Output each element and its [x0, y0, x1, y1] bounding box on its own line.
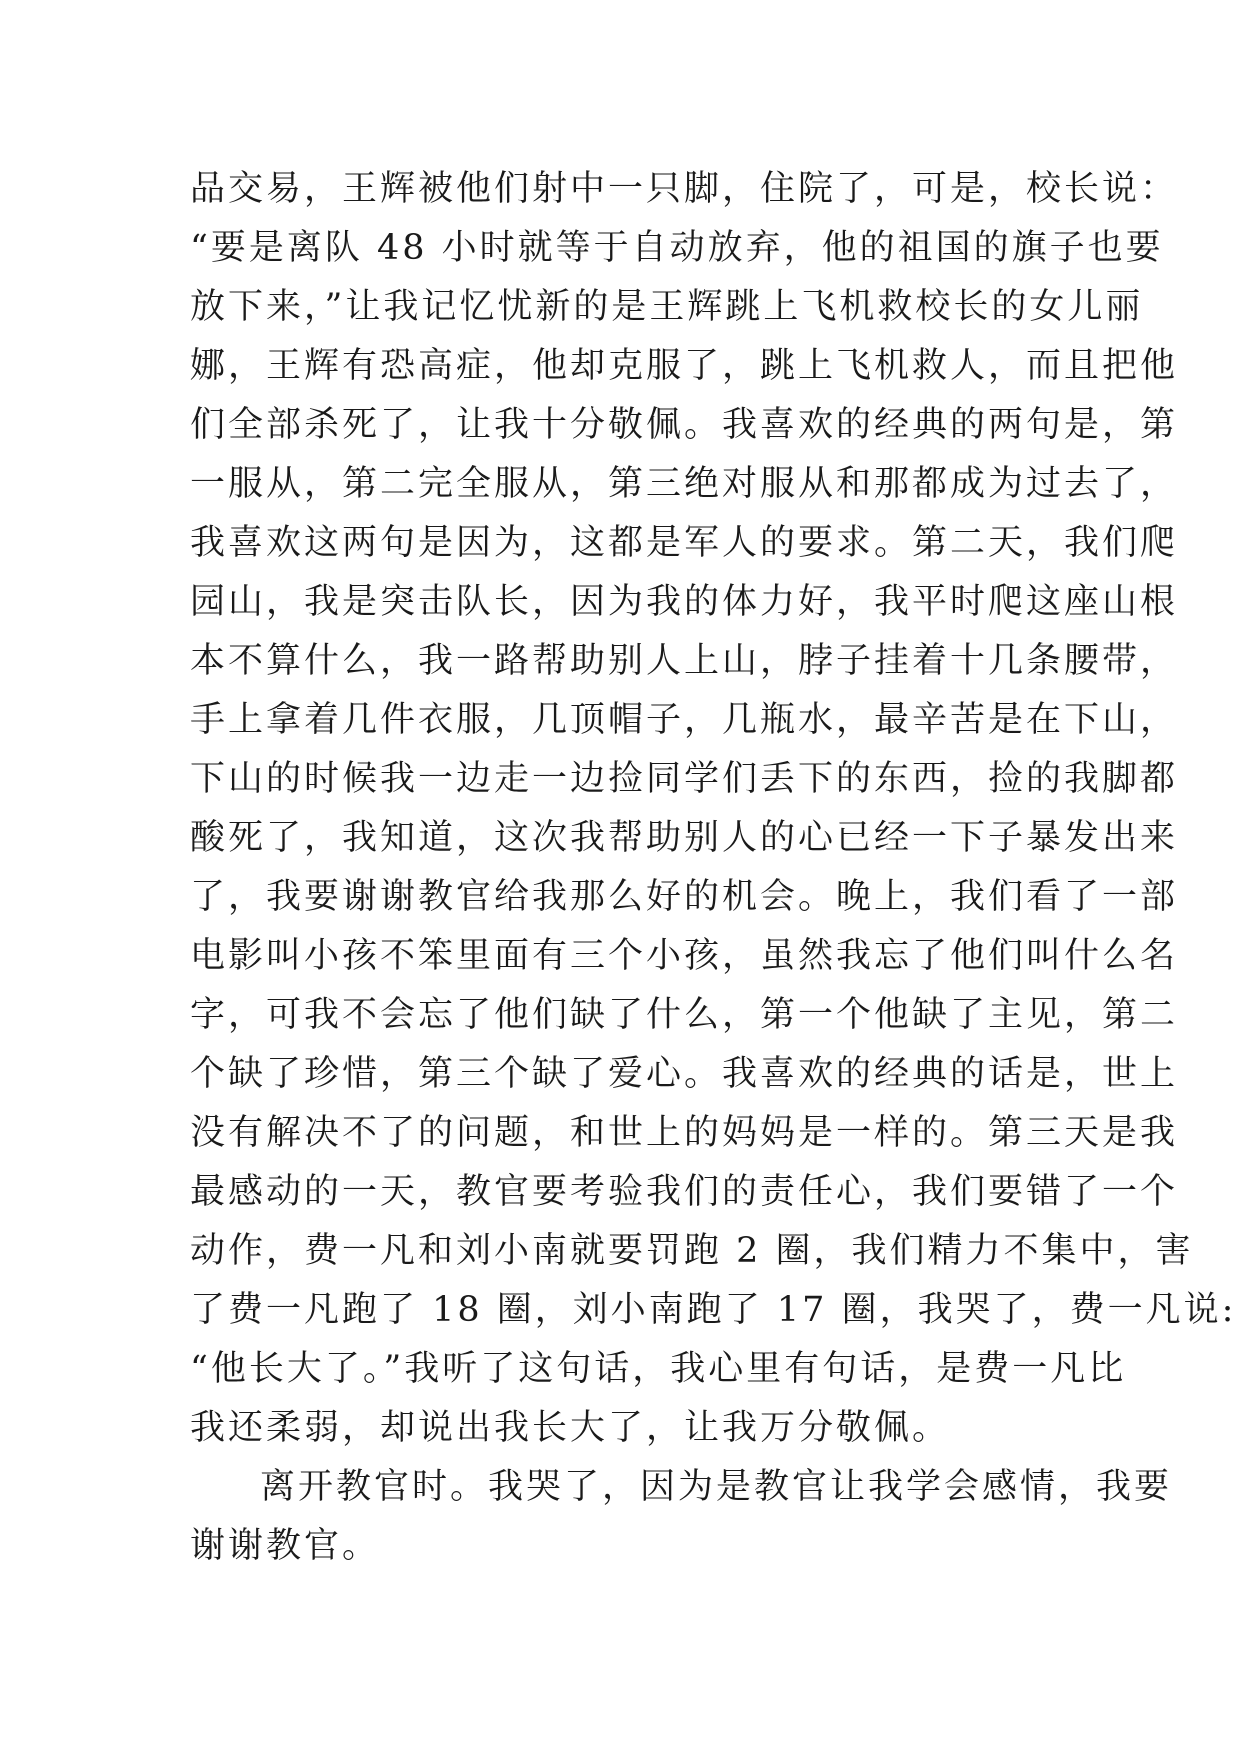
text-line: 个缺了珍惜，第三个缺了爱心。我喜欢的经典的话是，世上 [190, 1054, 1179, 1094]
text-line: “他长大了。”我听了这句话，我心里有句话，是费一凡比 [190, 1349, 1127, 1389]
text-line: 谢谢教官。 [190, 1526, 381, 1566]
text-line: 一服从，第二完全服从，第三绝对服从和那都成为过去了， [190, 464, 1179, 504]
text-line: 娜，王辉有恐高症，他却克服了，跳上飞机救人，而且把他 [190, 346, 1179, 386]
text-line: 手上拿着几件衣服，几顶帽子，几瓶水，最辛苦是在下山， [190, 700, 1179, 740]
text-line: 没有解决不了的问题，和世上的妈妈是一样的。第三天是我 [190, 1113, 1179, 1153]
text-line: “要是离队 48 小时就等于自动放弃，他的祖国的旗子也要 [190, 228, 1164, 268]
text-line: 们全部杀死了，让我十分敬佩。我喜欢的经典的两句是，第 [190, 405, 1179, 445]
text-line: 字，可我不会忘了他们缺了什么，第一个他缺了主见，第二 [190, 995, 1179, 1035]
body-text [190, 160, 1237, 1576]
text-line: 本不算什么，我一路帮助别人上山，脖子挂着十几条腰带， [190, 641, 1179, 681]
text-line: 品交易，王辉被他们射中一只脚，住院了，可是，校长说： [190, 169, 1179, 209]
text-line: 下山的时候我一边走一边捡同学们丢下的东西，捡的我脚都 [190, 759, 1179, 799]
text-line: 电影叫小孩不笨里面有三个小孩，虽然我忘了他们叫什么名 [190, 936, 1179, 976]
text-line: 放下来，”让我记忆忧新的是王辉跳上飞机救校长的女儿丽 [190, 287, 1144, 327]
text-line: 园山，我是突击队长，因为我的体力好，我平时爬这座山根 [190, 582, 1179, 622]
text-line: 了费一凡跑了 18 圈，刘小南跑了 17 圈，我哭了，费一凡说: [190, 1290, 1237, 1330]
text-line: 动作，费一凡和刘小南就要罚跑 2 圈，我们精力不集中，害 [190, 1231, 1194, 1271]
text-line: 最感动的一天，教官要考验我们的责任心，我们要错了一个 [190, 1172, 1179, 1212]
text-line: 我还柔弱，却说出我长大了，让我万分敬佩。 [190, 1408, 951, 1448]
text-line: 了，我要谢谢教官给我那么好的机会。晚上，我们看了一部 [190, 877, 1179, 917]
text-line: 酸死了，我知道，这次我帮助别人的心已经一下子暴发出来 [190, 818, 1179, 858]
text-line: 我喜欢这两句是因为，这都是军人的要求。第二天，我们爬 [190, 523, 1179, 563]
paragraph-first-line: 离开教官时。我哭了，因为是教官让我学会感情，我要 [260, 1467, 1173, 1507]
